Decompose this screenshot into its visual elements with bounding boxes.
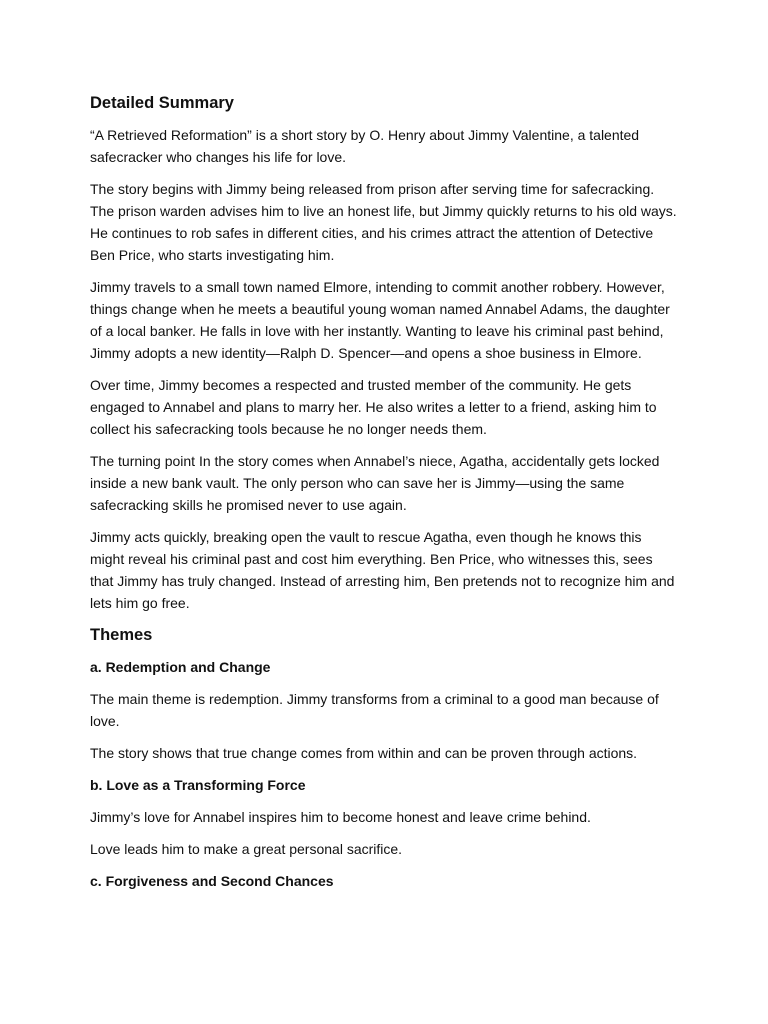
theme-a-paragraph-1: The main theme is redemption. Jimmy transforms from a criminal to a good man because of love. — [90, 691, 659, 729]
theme-b-heading: b. Love as a Transforming Force — [90, 777, 306, 793]
summary-heading: Detailed Summary — [90, 94, 234, 112]
summary-paragraph-3: Jimmy travels to a small town named Elmore, intending to commit another robbery. However, things change when he meets a beautiful young woman named Annabel Adams, the daughter of a local banker. He falls in love with her instantly. Wanting to leave his criminal past behind, Jimmy adopts a new identity—Ralph D. Spencer—and opens a shoe business in Elmore. — [90, 279, 670, 361]
summary-paragraph-2: The story begins with Jimmy being released from prison after serving time for safecracking. The prison warden advises him to live an honest life, but Jimmy quickly returns to his old ways. He continues to rob safes in different cities, and his crimes attract the attention of Detective Ben Price, who starts investigating him. — [90, 181, 677, 263]
theme-a-paragraph-2: The story shows that true change comes from within and can be proven through actions. — [90, 745, 638, 761]
summary-paragraph-1: “A Retrieved Reformation” is a short story by O. Henry about Jimmy Valentine, a talented safecracker who changes his life for love. — [90, 127, 640, 165]
summary-paragraph-6: Jimmy acts quickly, breaking open the vault to rescue Agatha, even though he knows this might reveal his criminal past and cost him everything. Ben Price, who witnesses this, sees that Jimmy has truly changed. Instead of arresting him, Ben pretends not to recognize him and lets him go free. — [90, 529, 675, 611]
themes-heading: Themes — [90, 626, 153, 644]
theme-b-paragraph-2: Love leads him to make a great personal sacrifice. — [90, 841, 403, 857]
theme-a-heading: a. Redemption and Change — [90, 659, 271, 675]
theme-b-paragraph-1: Jimmy’s love for Annabel inspires him to become honest and leave crime behind. — [90, 809, 591, 825]
document-page — [90, 92, 678, 902]
summary-paragraph-5: The turning point In the story comes when Annabel’s niece, Agatha, accidentally gets locked inside a new bank vault. The only person who can save her is Jimmy—using the same safecracking skills he promised never to use again. — [90, 453, 660, 513]
theme-c-heading: c. Forgiveness and Second Chances — [90, 873, 334, 889]
summary-paragraph-4: Over time, Jimmy becomes a respected and trusted member of the community. He gets engaged to Annabel and plans to marry her. He also writes a letter to a friend, asking him to collect his safecracking tools because he no longer needs them. — [90, 377, 657, 437]
